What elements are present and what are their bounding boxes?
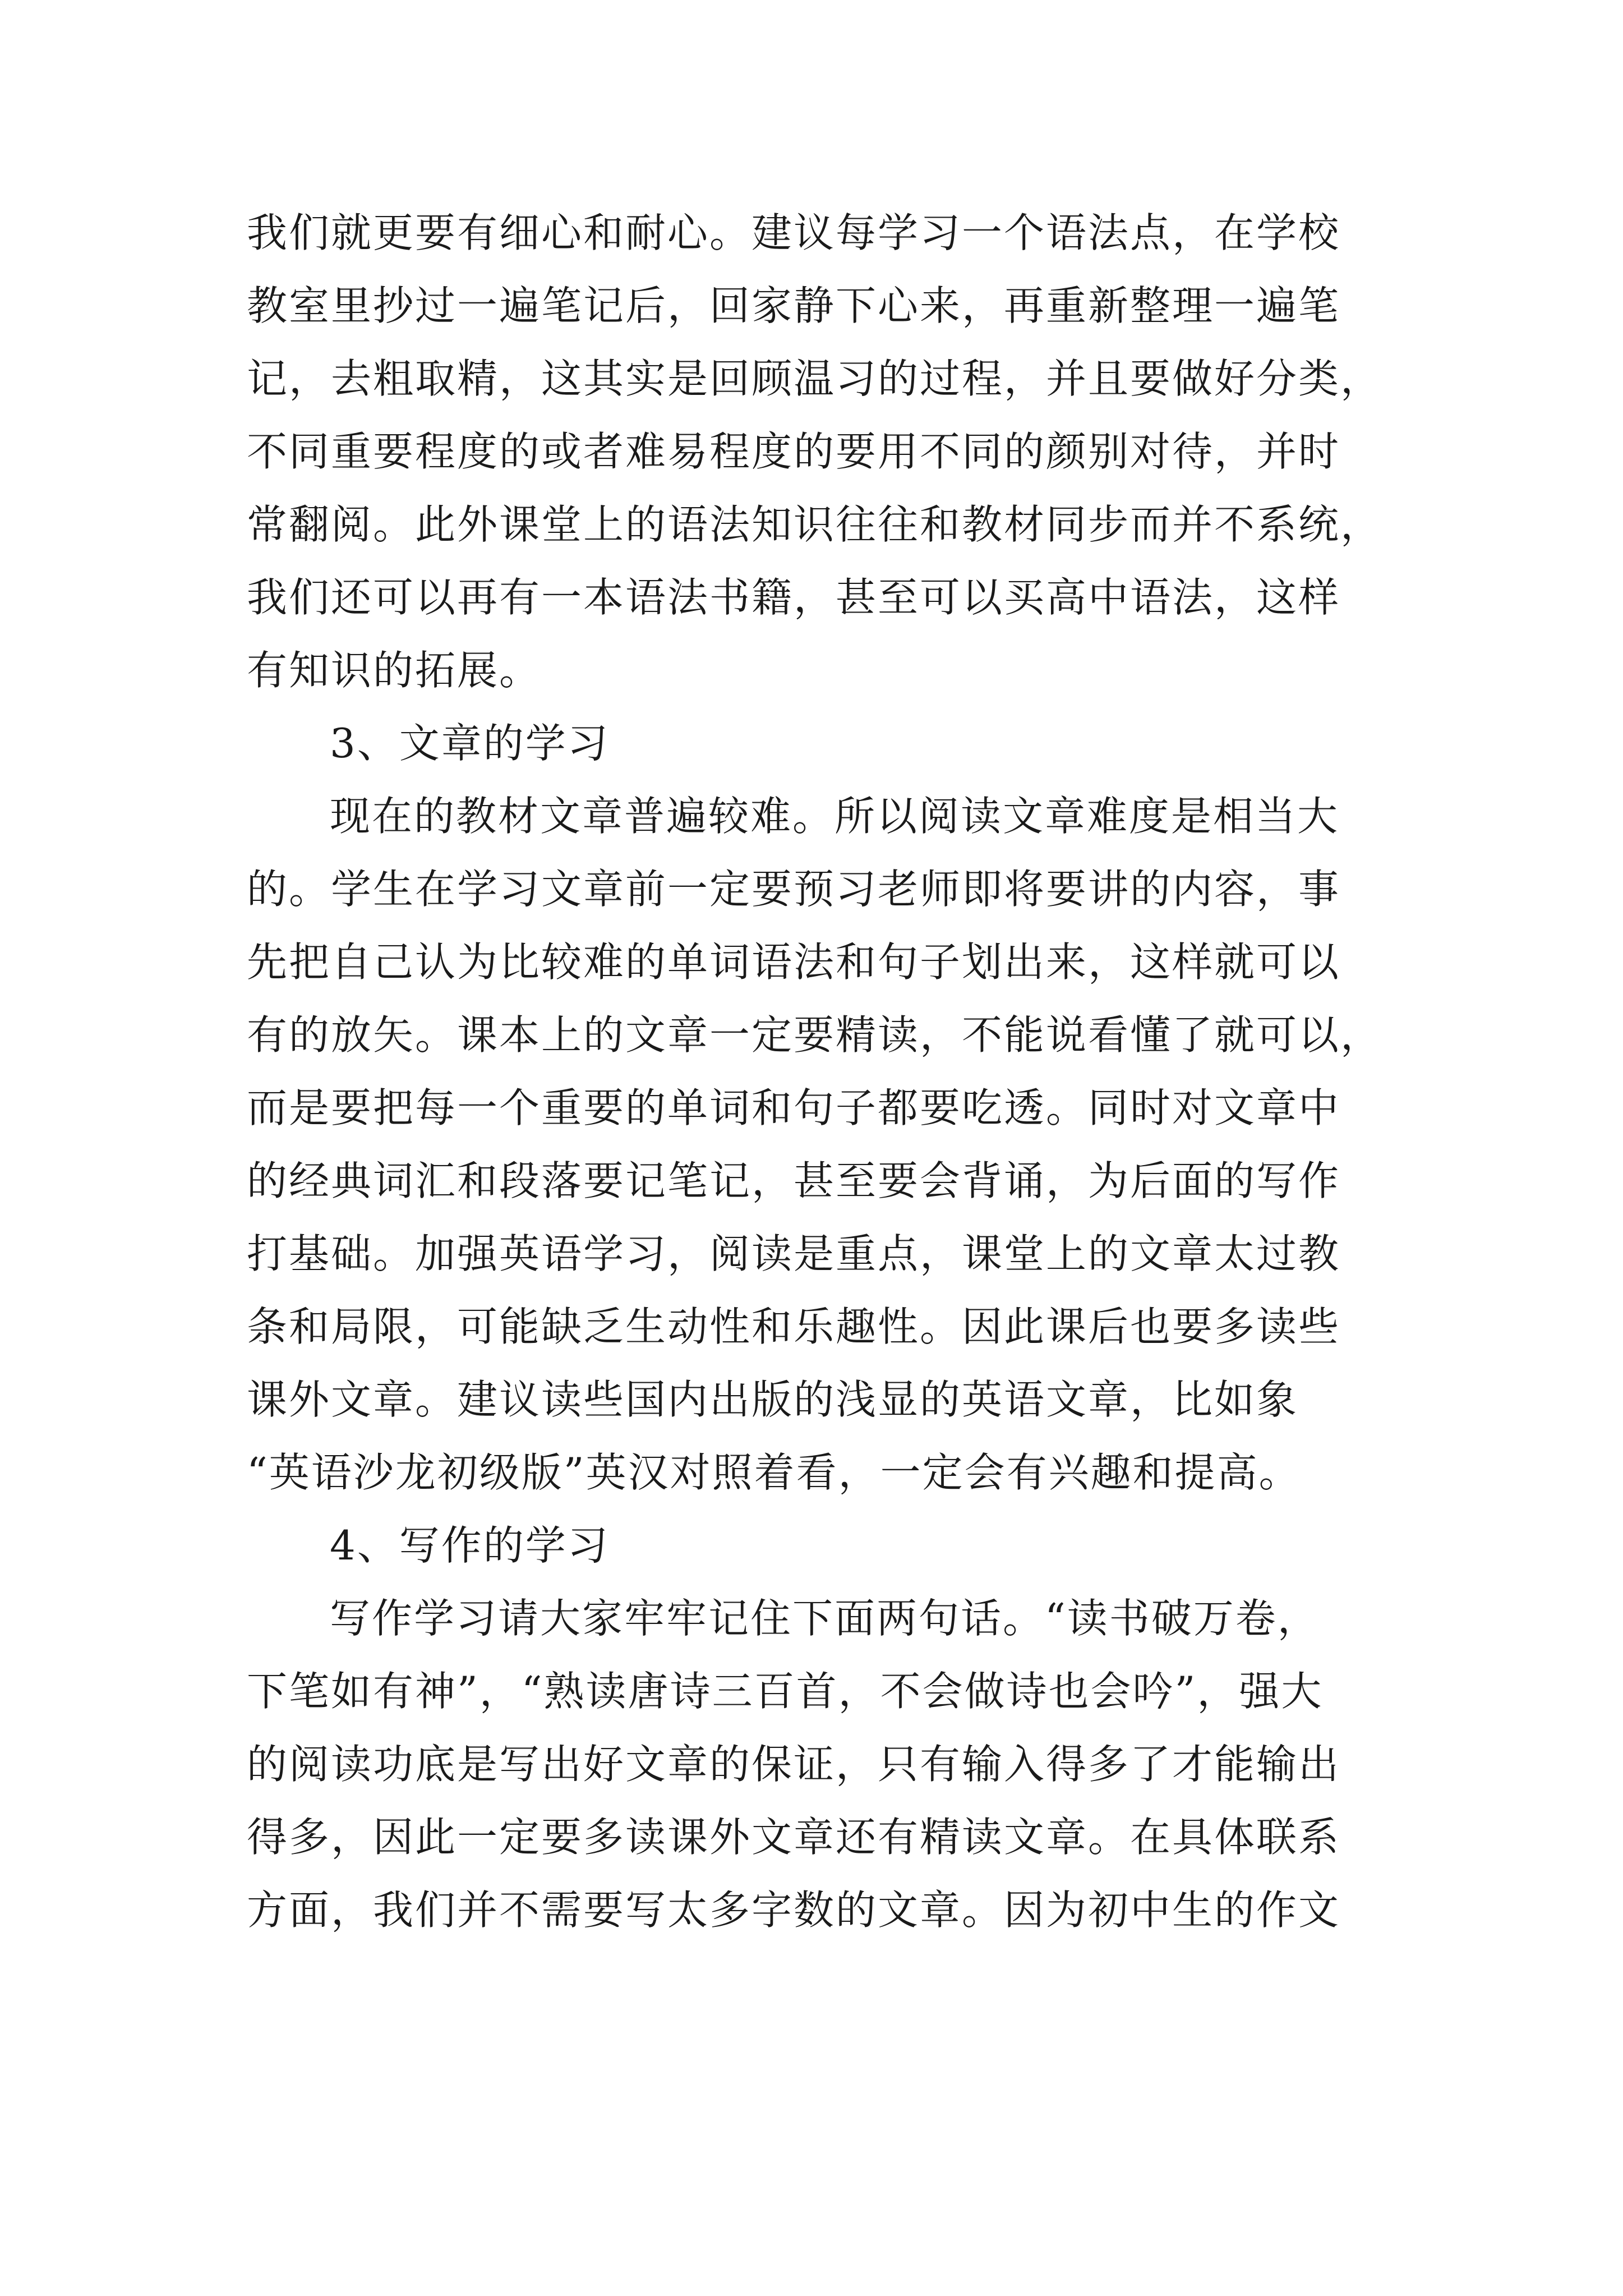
- text-line-3: 记，去粗取精，这其实是回顾温习的过程，并且要做好分类，: [247, 355, 1383, 402]
- text-line-2: 教室里抄过一遍笔记后，回家静下心来，再重新整理一遍笔: [247, 282, 1341, 329]
- text-line-14: 的经典词汇和段落要记笔记，甚至要会背诵，为后面的写作: [247, 1157, 1341, 1204]
- text-line-21: 下笔如有神”，“熟读唐诗三百首，不会做诗也会吟”，强大: [247, 1668, 1324, 1715]
- text-line-4: 不同重要程度的或者难易程度的要用不同的颜别对待，并时: [247, 428, 1341, 475]
- text-line-20: 写作学习请大家牢牢记住下面两句话。“读书破万卷，: [330, 1595, 1320, 1642]
- text-line-22: 的阅读功底是写出好文章的保证，只有输入得多了才能输出: [247, 1741, 1341, 1788]
- text-line-15: 打基础。加强英语学习，阅读是重点，课堂上的文章太过教: [247, 1230, 1341, 1277]
- text-line-7: 有知识的拓展。: [247, 647, 542, 694]
- text-line-13: 而是要把每一个重要的单词和句子都要吃透。同时对文章中: [247, 1084, 1341, 1131]
- body-text: [247, 196, 1391, 1947]
- section-heading-writing: 4、写作的学习: [330, 1522, 610, 1569]
- text-line-6: 我们还可以再有一本语法书籍，甚至可以买高中语法，这样: [247, 574, 1341, 621]
- section-heading-reading: 3、文章的学习: [330, 720, 610, 767]
- text-line-5: 常翻阅。此外课堂上的语法知识往往和教材同步而并不系统，: [247, 501, 1383, 548]
- text-line-17: 课外文章。建议读些国内出版的浅显的英语文章，比如象: [247, 1376, 1299, 1423]
- text-line-12: 有的放矢。课本上的文章一定要精读，不能说看懂了就可以，: [247, 1011, 1383, 1059]
- text-line-24: 方面，我们并不需要写太多字数的文章。因为初中生的作文: [247, 1887, 1341, 1934]
- text-line-9: 现在的教材文章普遍较难。所以阅读文章难度是相当大: [330, 793, 1340, 840]
- text-line-23: 得多，因此一定要多读课外文章还有精读文章。在具体联系: [247, 1814, 1341, 1861]
- text-line-1: 我们就更要有细心和耐心。建议每学习一个语法点，在学校: [247, 209, 1341, 256]
- text-line-16: 条和局限，可能缺乏生动性和乐趣性。因此课后也要多读些: [247, 1303, 1341, 1350]
- text-line-11: 先把自己认为比较难的单词语法和句子划出来，这样就可以: [247, 938, 1341, 986]
- text-line-10: 的。学生在学习文章前一定要预习老师即将要讲的内容，事: [247, 866, 1341, 913]
- text-line-18: “英语沙龙初级版”英汉对照着看，一定会有兴趣和提高。: [247, 1449, 1301, 1496]
